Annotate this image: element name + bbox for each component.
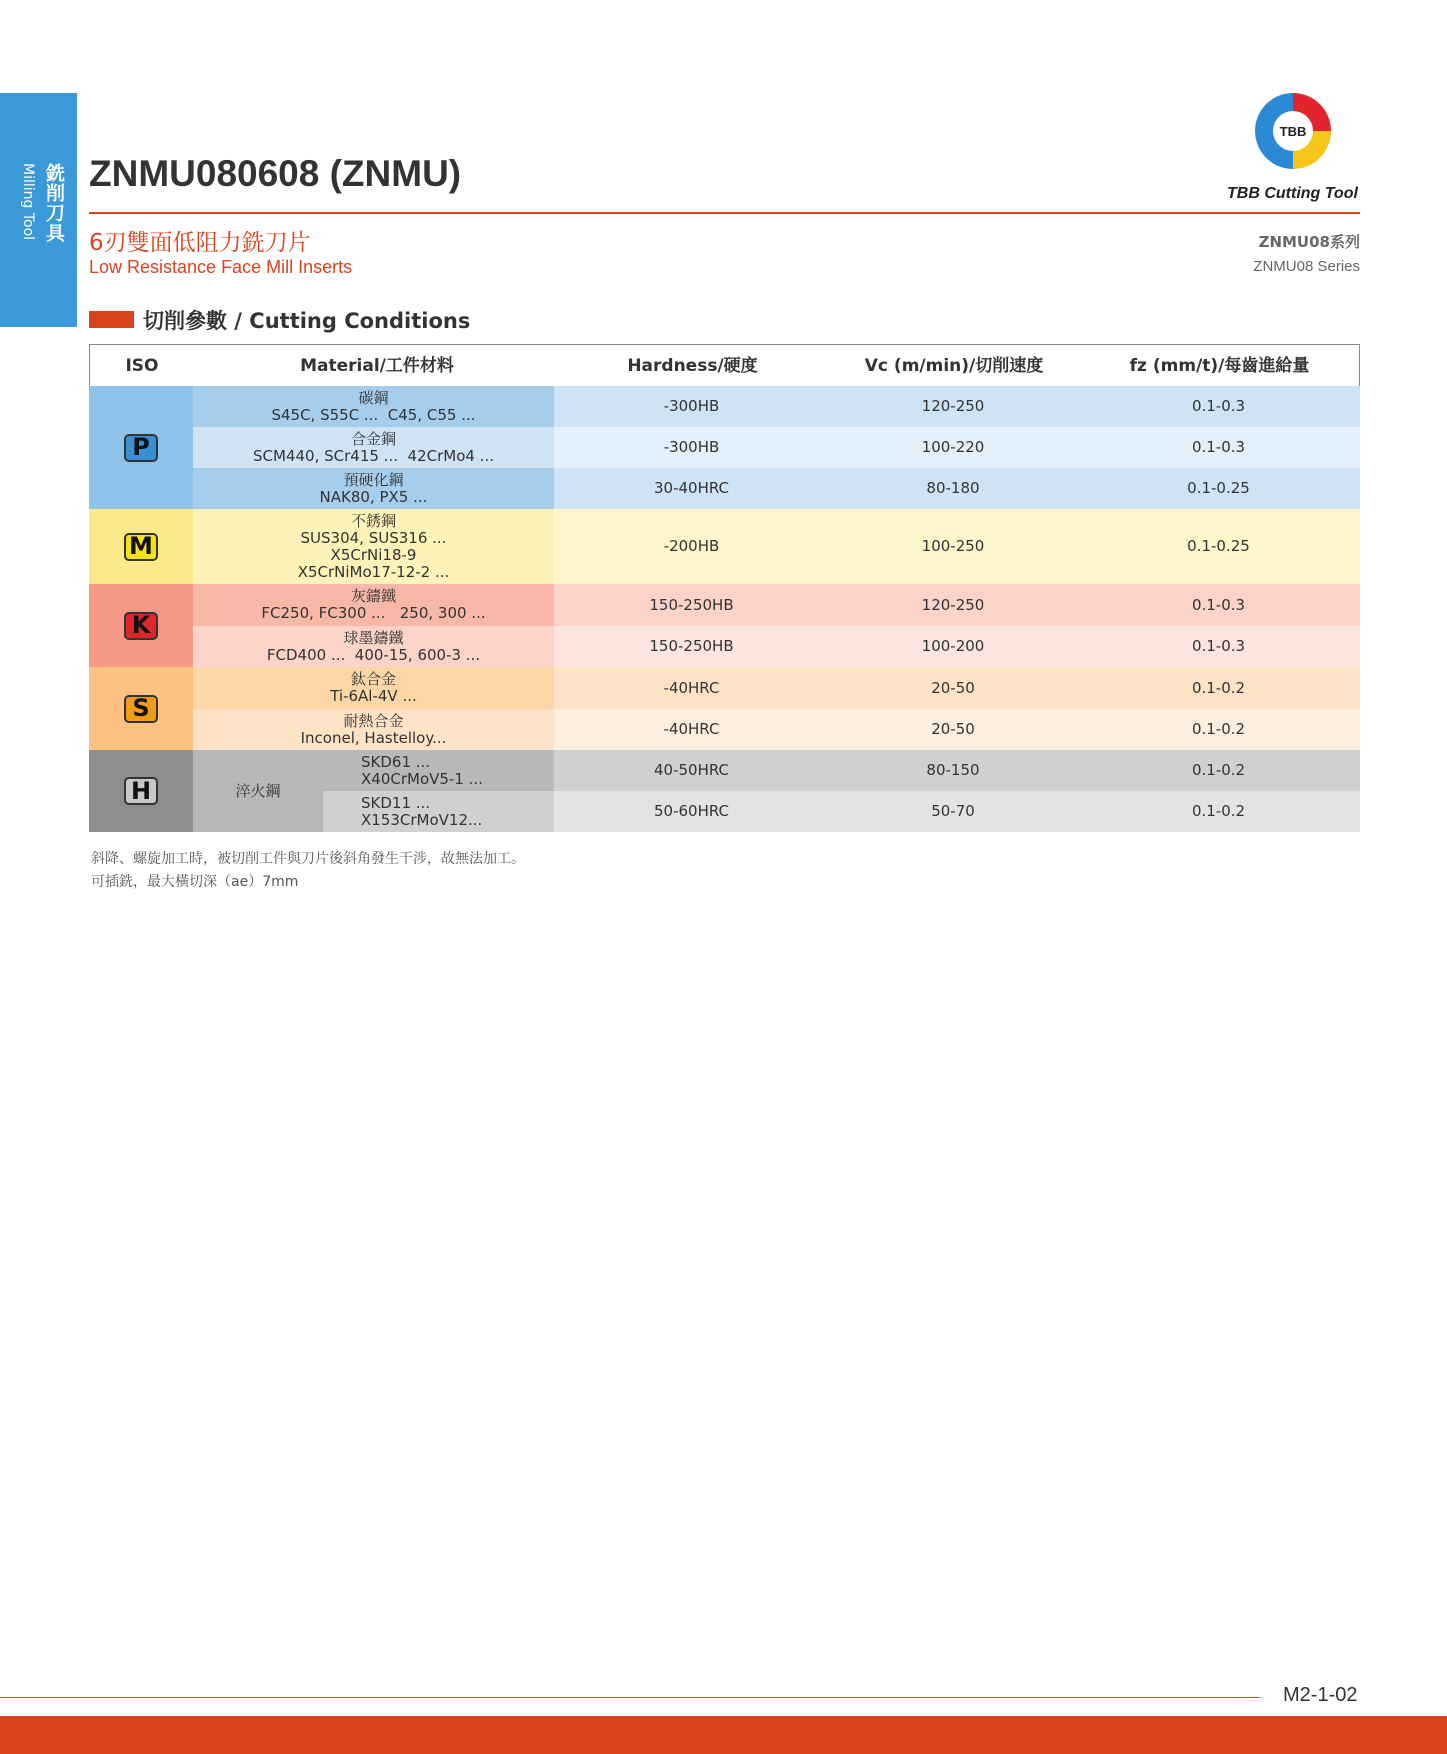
material-grades: X5CrNiMo17-12-2 ... [297,562,450,581]
footer-bar [0,1716,1447,1754]
material-name: 球墨鑄鐵 [343,628,404,647]
vc-cell: 100-250 [829,509,1077,584]
iso-badge-s: S [124,695,158,723]
vc-cell: 20-50 [829,667,1077,709]
iso-badge-m: M [124,533,158,561]
side-tab-en: Milling Tool [20,163,36,241]
material-group-label: 淬火鋼 [193,750,323,832]
footer-divider [0,1697,1260,1698]
material-name: 灰鑄鐵 [350,587,396,605]
material-name: 不銹鋼 [350,511,396,530]
material-grades: SCM440, SCr415 ... 42CrMo4 ... [253,446,494,465]
page-title: ZNMU080608 (ZNMU) [89,153,462,194]
hardness-cell: 40-50HRC [554,750,829,791]
material-grades: Ti-6Al-4V ... [330,687,417,705]
col-header-hardness: Hardness/硬度 [627,356,758,376]
series-zh: ZNMU08系列 [1258,233,1360,251]
iso-cell-s [89,667,193,750]
fz-cell: 0.1-0.25 [1077,509,1360,584]
table-header [89,344,1360,387]
vc-cell: 50-70 [829,791,1077,832]
iso-cell-h [89,750,193,832]
material-name: SKD61 ... [361,752,431,771]
material-grades: S45C, S55C ... C45, C55 ... [271,405,476,424]
fz-cell: 0.1-0.2 [1077,667,1360,709]
iso-badge-h: H [124,777,158,805]
fz-cell: 0.1-0.2 [1077,709,1360,750]
material-grades: Inconel, Hastelloy... [300,728,447,747]
material-name: 碳鋼 [358,388,389,407]
note-line: 斜降、螺旋加工時，被切削工件與刀片後斜角發生干涉，故無法加工。 [91,851,525,867]
fz-cell: 0.1-0.25 [1077,468,1360,509]
page-number: M2-1-02 [1283,1684,1358,1706]
material-cell [323,750,554,791]
material-cell [193,626,554,667]
vc-cell: 80-180 [829,468,1077,509]
logo-mark-text: TBB [1279,124,1307,139]
material-grades: FCD400 ... 400-15, 600-3 ... [266,645,481,664]
material-cell [193,709,554,750]
iso-badge-p: P [124,434,158,462]
series-en: ZNMU08 Series [1253,258,1360,275]
material-name: 合金鋼 [350,429,396,448]
material-name: SKD11 ... [361,793,431,812]
material-cell [193,509,554,584]
fz-cell: 0.1-0.2 [1077,791,1360,832]
hardness-cell: -300HB [554,386,829,427]
hardness-cell: 50-60HRC [554,791,829,832]
hardness-cell: -40HRC [554,667,829,709]
material-name: 鈦合金 [350,670,396,688]
material-grades: SUS304, SUS316 ... [300,528,447,547]
col-header-vc: Vc (m/min)/切削速度 [864,356,1044,376]
hardness-cell: 150-250HB [554,584,829,626]
tbb-logo-icon [1251,89,1335,173]
logo-text: TBB Cutting Tool [1227,185,1358,202]
material-cell [193,468,554,509]
subtitle-en: Low Resistance Face Mill Inserts [89,257,353,277]
material-grades: NAK80, PX5 ... [319,487,428,506]
col-header-iso: ISO [125,356,159,376]
fz-cell: 0.1-0.3 [1077,626,1360,667]
hardness-cell: -40HRC [554,709,829,750]
material-grades: X5CrNi18-9 [330,545,417,564]
notes [91,848,525,894]
hardness-cell: 30-40HRC [554,468,829,509]
material-grades: X153CrMoV12... [361,810,483,829]
vc-cell: 100-200 [829,626,1077,667]
material-name: 耐熱合金 [343,711,404,730]
section-marker [89,311,134,328]
iso-cell-k [89,584,193,667]
side-tab [0,93,77,327]
iso-badge-k: K [124,612,158,640]
material-cell [193,427,554,468]
iso-cell-m [89,509,193,584]
fz-cell: 0.1-0.2 [1077,750,1360,791]
fz-cell: 0.1-0.3 [1077,427,1360,468]
hardness-cell: 150-250HB [554,626,829,667]
section-title: 切削參數 / Cutting Conditions [143,309,471,333]
vc-cell: 120-250 [829,386,1077,427]
fz-cell: 0.1-0.3 [1077,386,1360,427]
hardness-cell: -300HB [554,427,829,468]
vc-cell: 20-50 [829,709,1077,750]
hardness-cell: -200HB [554,509,829,584]
col-header-material: Material/工件材料 [300,356,454,376]
material-cell [193,667,554,709]
vc-cell: 80-150 [829,750,1077,791]
iso-cell-p [89,386,193,509]
side-tab-zh: 銑削刀具 [43,163,65,243]
material-name: 預硬化鋼 [343,470,404,489]
col-header-fz: fz (mm/t)/每齒進給量 [1129,356,1310,376]
material-cell [323,791,554,832]
vc-cell: 120-250 [829,584,1077,626]
vc-cell: 100-220 [829,427,1077,468]
note-line: 可插銑，最大橫切深（ae）7mm [91,874,299,890]
header-divider [89,212,1360,214]
subtitle-zh: 6刃雙面低阻力銑刀片 [89,230,311,256]
fz-cell: 0.1-0.3 [1077,584,1360,626]
material-cell [193,584,554,626]
material-cell [193,386,554,427]
material-grades: FC250, FC300 ... 250, 300 ... [261,604,486,622]
material-grades: X40CrMoV5-1 ... [361,769,483,788]
